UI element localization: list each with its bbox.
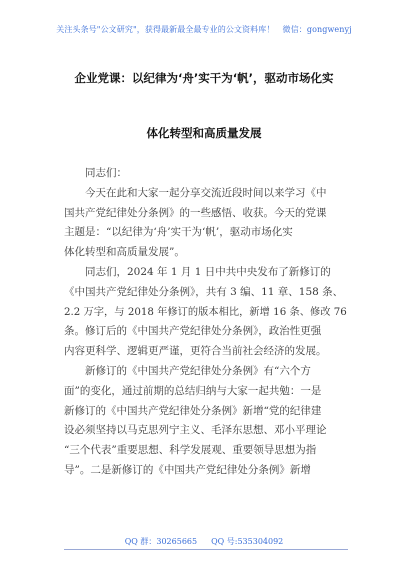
body-line: 同志们，2024 年 1 月 1 日中共中央发布了新修订的 — [64, 265, 331, 278]
footer-divider — [64, 549, 348, 550]
footer-qq-group: QQ 群：30265665 — [124, 537, 198, 546]
document-title-line-1: 企业党课：以纪律为‘舟’实干为‘帆’，驱动市场化实 — [74, 71, 334, 85]
body-line: 《中国共产党纪律处分条例》，共有 3 编、11 章、158 条、 — [64, 285, 344, 298]
body-line: “三个代表”重要思想、科学发展观、重要领导思想为指 — [64, 444, 317, 457]
body-line: 设必须坚持以马克思列宁主义、毛泽东思想、邓小平理论 — [64, 424, 327, 437]
body-line: 国共产党纪律处分条例》的一些感悟、收获。今天的党课 — [64, 206, 327, 219]
body-line: 新修订的《中国共产党纪律处分条例》有“六个方 — [64, 364, 311, 377]
document-title-line-2: 体化转型和高质量发展 — [146, 126, 262, 140]
body-line: 今天在此和大家一起分享交流近段时间以来学习《中 — [64, 186, 327, 199]
footer-qq-number: QQ 号:535304092 — [211, 537, 284, 546]
body-line: 2.2 万字，与 2018 年修订的版本相比，新增 16 条、修改 76 — [64, 305, 347, 318]
body-line: 体化转型和高质量发展”。 — [64, 246, 185, 259]
header-banner: 关注头条号"公文研究"，获得最新最全最专业的公文资料库！ 微信：gongwenyj — [56, 25, 352, 34]
body-line: 内容更科学、逻辑更严谨，更符合当前社会经济的发展。 — [64, 345, 327, 358]
body-line: 主题是：“以纪律为‘舟’实干为‘帆’，驱动市场化实 — [64, 226, 293, 239]
body-line: 导”。二是新修订的《中国共产党纪律处分条例》新增 — [64, 463, 311, 476]
footer-contact — [0, 536, 408, 547]
document-body — [64, 164, 348, 481]
body-line: 同志们： — [64, 167, 127, 179]
body-line: 条。修订后的《中国共产党纪律处分条例》，政治性更强 — [64, 325, 322, 338]
body-line: 新修订的《中国共产党纪律处分条例》新增“党的纪律建 — [64, 404, 322, 417]
body-line: 面”的变化，通过前期的总结归纳与大家一起共勉：一是 — [64, 384, 322, 397]
